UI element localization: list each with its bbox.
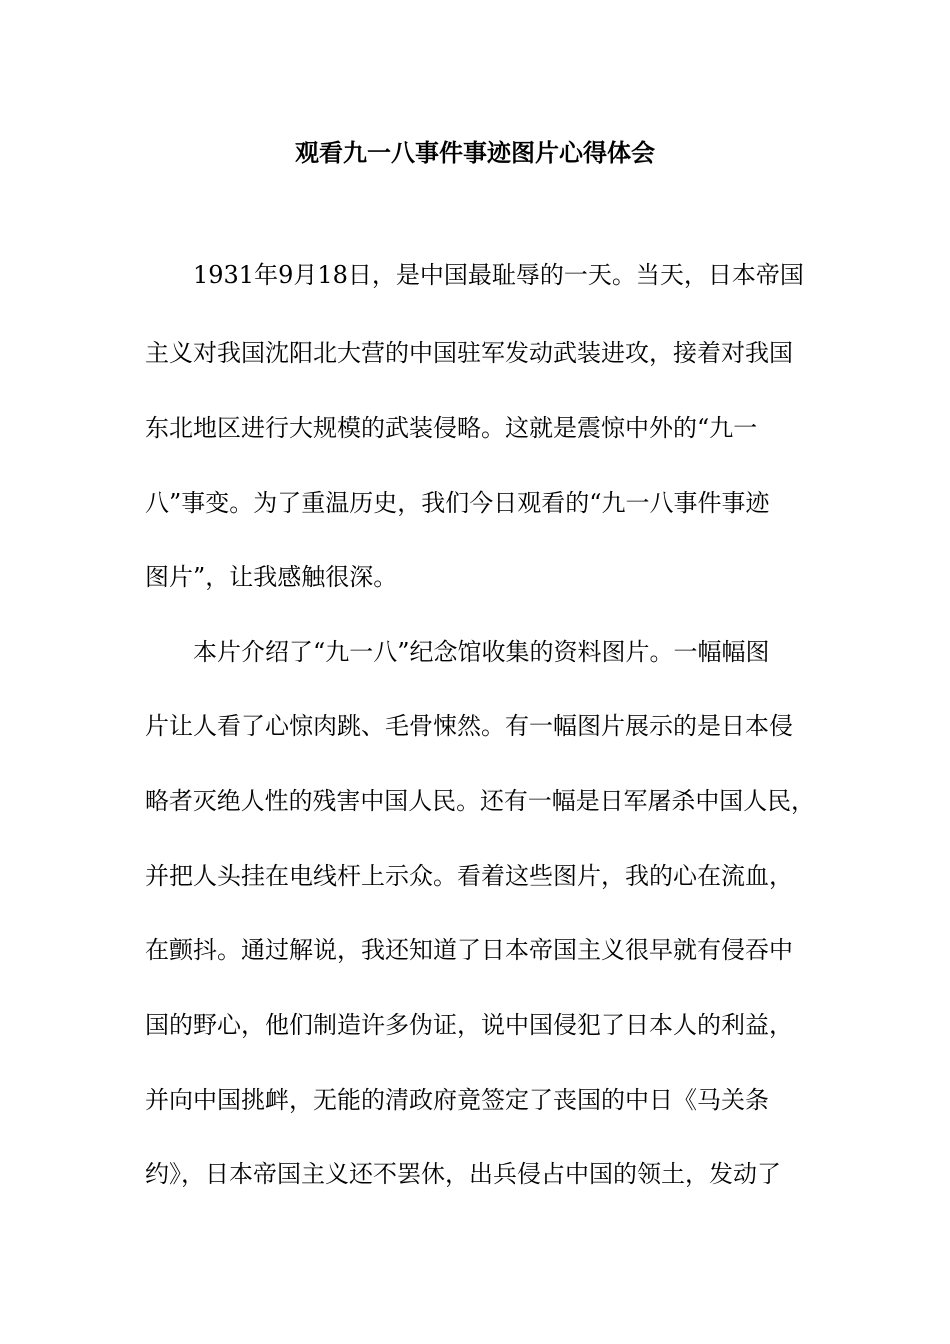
paragraph-1-line-2: 主义对我国沈阳北大营的中国驻军发动武装进攻，接着对我国 [145, 339, 793, 367]
paragraph-1-line-1: 1931年9月18日，是中国最耻辱的一天。当天，日本帝国 [193, 261, 804, 289]
paragraph-1-line-3: 东北地区进行大规模的武装侵略。这就是震惊中外的“九一 [145, 414, 758, 442]
paragraph-2-line-2: 片让人看了心惊肉跳、毛骨悚然。有一幅图片展示的是日本侵 [145, 712, 793, 740]
paragraph-1-line-5: 图片”，让我感触很深。 [145, 563, 398, 591]
paragraph-2-line-5: 在颤抖。通过解说，我还知道了日本帝国主义很早就有侵吞中 [145, 936, 793, 964]
paragraph-2-line-1: 本片介绍了“九一八”纪念馆收集的资料图片。一幅幅图 [193, 638, 770, 666]
paragraph-2-line-7: 并向中国挑衅，无能的清政府竟签定了丧国的中日《马关条 [145, 1086, 769, 1114]
paragraph-2-line-3: 略者灭绝人性的残害中国人民。还有一幅是日军屠杀中国人民， [145, 787, 815, 815]
paragraph-1-line-4: 八”事变。为了重温历史，我们今日观看的“九一八事件事迹 [145, 489, 770, 517]
paragraph-2-line-6: 国的野心，他们制造许多伪证，说中国侵犯了日本人的利益， [145, 1011, 793, 1039]
paragraph-2-line-4: 并把人头挂在电线杆上示众。看着这些图片，我的心在流血， [145, 862, 793, 890]
document-title: 观看九一八事件事迹图片心得体会 [295, 139, 655, 167]
paragraph-2-line-8: 约》，日本帝国主义还不罢休，出兵侵占中国的领土，发动了 [145, 1160, 781, 1188]
